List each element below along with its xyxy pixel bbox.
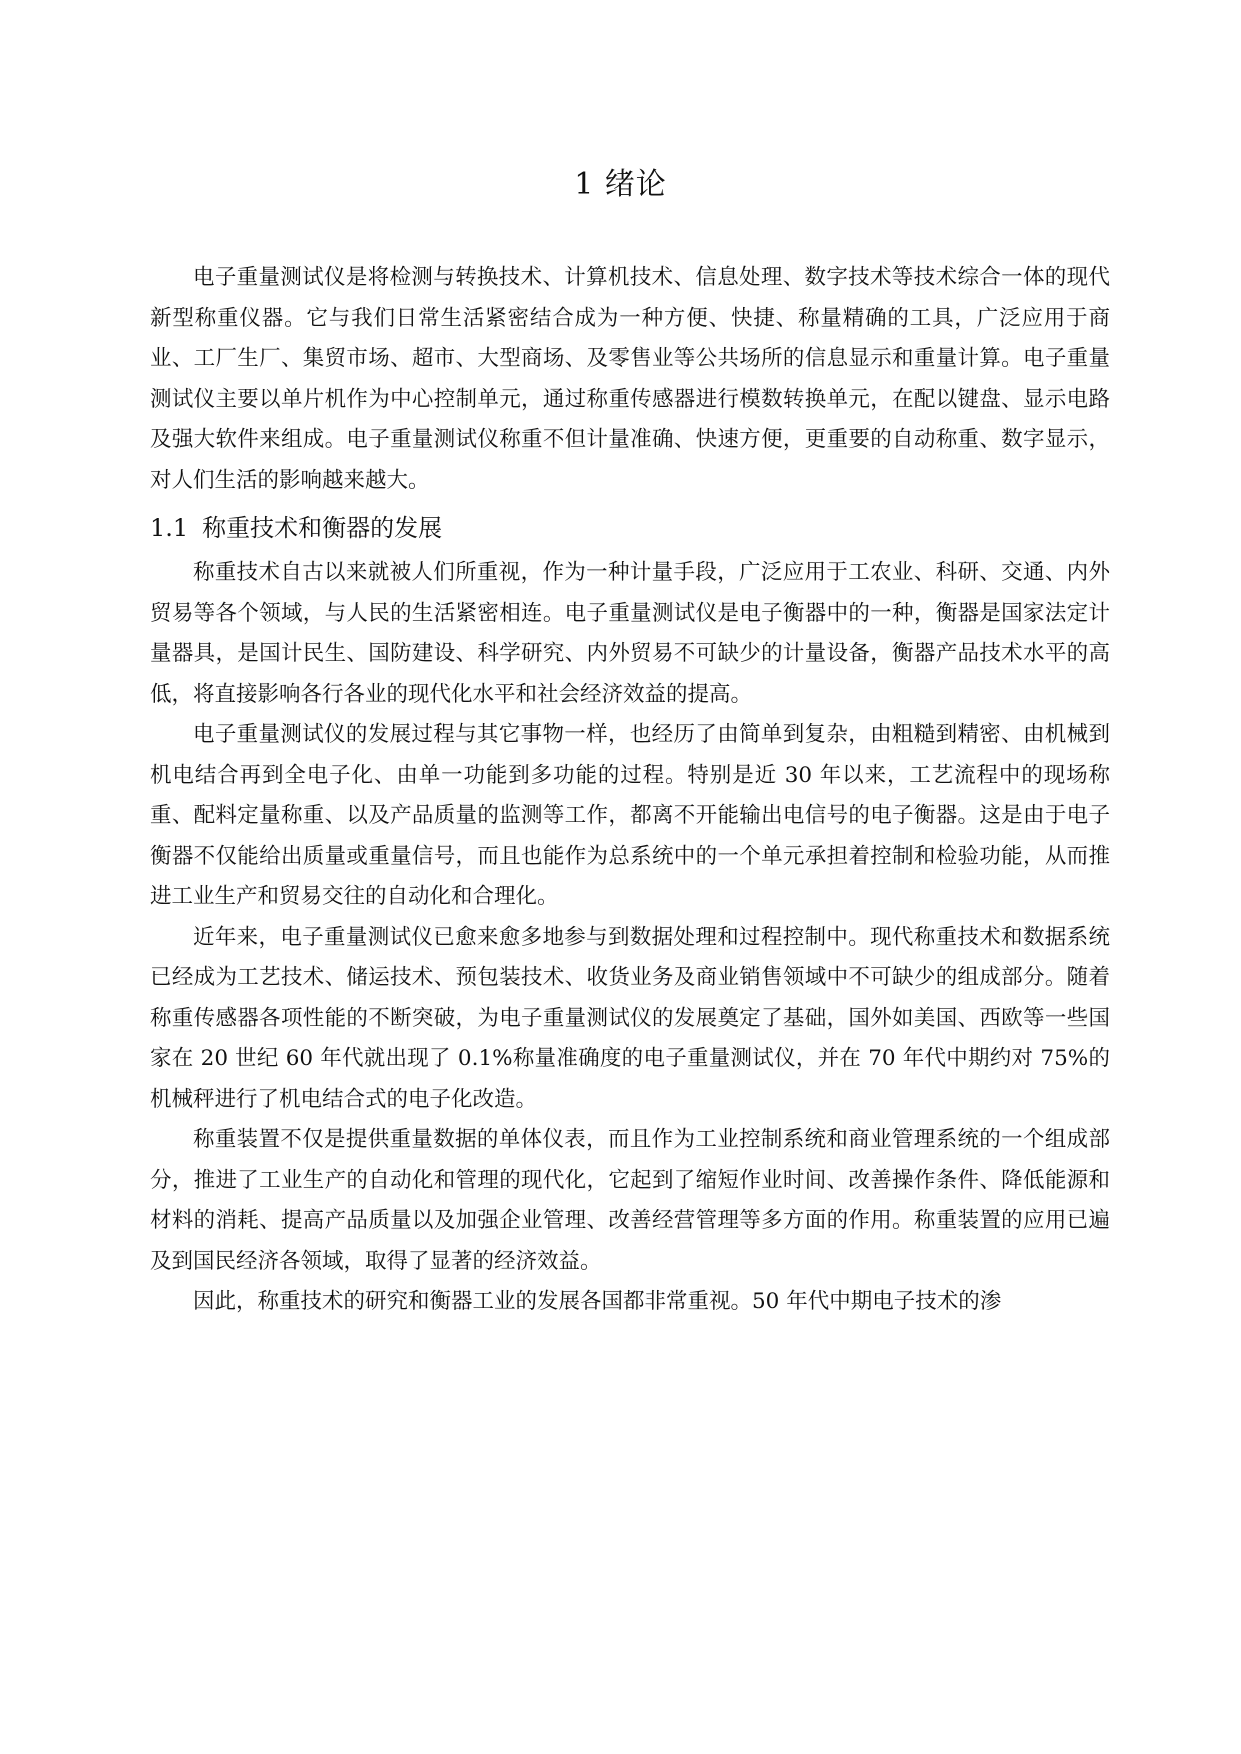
body-paragraph: 近年来，电子重量测试仪已愈来愈多地参与到数据处理和过程控制中。现代称重技术和数据系统已经成为工艺技术、储运技术、预包装技术、收货业务及商业销售领域中不可缺少的组成部分。随着称重传感器各项性能的不断突破，为电子重量测试仪的发展奠定了基础，国外如美国、西欧等一些国家在 20 世纪 60 年代就出现了 0.1%称量准确度的电子重量测试仪，并在 70 年代中期约对 75%的机械秤进行了机电结合式的电子化改造。: [150, 924, 1110, 1112]
intro-paragraph: 电子重量测试仪是将检测与转换技术、计算机技术、信息处理、数字技术等技术综合一体的现代新型称重仪器。它与我们日常生活紧密结合成为一种方便、快捷、称量精确的工具，广泛应用于商业、工厂生厂、集贸市场、超市、大型商场、及零售业等公共场所的信息显示和重量计算。电子重量测试仪主要以单片机作为中心控制单元，通过称重传感器进行模数转换单元，在配以键盘、显示电路及强大软件来组成。电子重量测试仪称重不但计量准确、快速方便，更重要的自动称重、数字显示，对人们生活的影响越来越大。: [150, 265, 1110, 493]
section-heading: [150, 507, 1110, 549]
body-paragraph: 电子重量测试仪的发展过程与其它事物一样，也经历了由简单到复杂，由粗糙到精密、由机械到机电结合再到全电子化、由单一功能到多功能的过程。特别是近 30 年以来，工艺流程中的现场称重、配料定量称重、以及产品质量的监测等工作，都离不开能输出电信号的电子衡器。这是由于电子衡器不仅能给出质量或重量信号，而且也能作为总系统中的一个单元承担着控制和检验功能，从而推进工业生产和贸易交往的自动化和合理化。: [150, 722, 1110, 909]
section-number: 1.1: [150, 514, 189, 542]
page-body: [150, 258, 1110, 1323]
section-title: 称重技术和衡器的发展: [202, 514, 443, 542]
body-paragraph: 称重装置不仅是提供重量数据的单体仪表，而且作为工业控制系统和商业管理系统的一个组成部分，推进了工业生产的自动化和管理的现代化，它起到了缩短作业时间、改善操作条件、降低能源和材料的消耗、提高产品质量以及加强企业管理、改善经营管理等多方面的作用。称重装置的应用已遍及到国民经济各领域，取得了显著的经济效益。: [150, 1127, 1110, 1274]
body-paragraph: 因此，称重技术的研究和衡器工业的发展各国都非常重视。50 年代中期电子技术的渗: [193, 1289, 1002, 1314]
chapter-title: 1 绪论: [574, 167, 667, 202]
body-paragraph: 称重技术自古以来就被人们所重视，作为一种计量手段，广泛应用于工农业、科研、交通、内外贸易等各个领域，与人民的生活紧密相连。电子重量测试仪是电子衡器中的一种，衡器是国家法定计量器具，是国计民生、国防建设、科学研究、内外贸易不可缺少的计量设备，衡器产品技术水平的高低，将直接影响各行各业的现代化水平和社会经济效益的提高。: [150, 560, 1110, 707]
